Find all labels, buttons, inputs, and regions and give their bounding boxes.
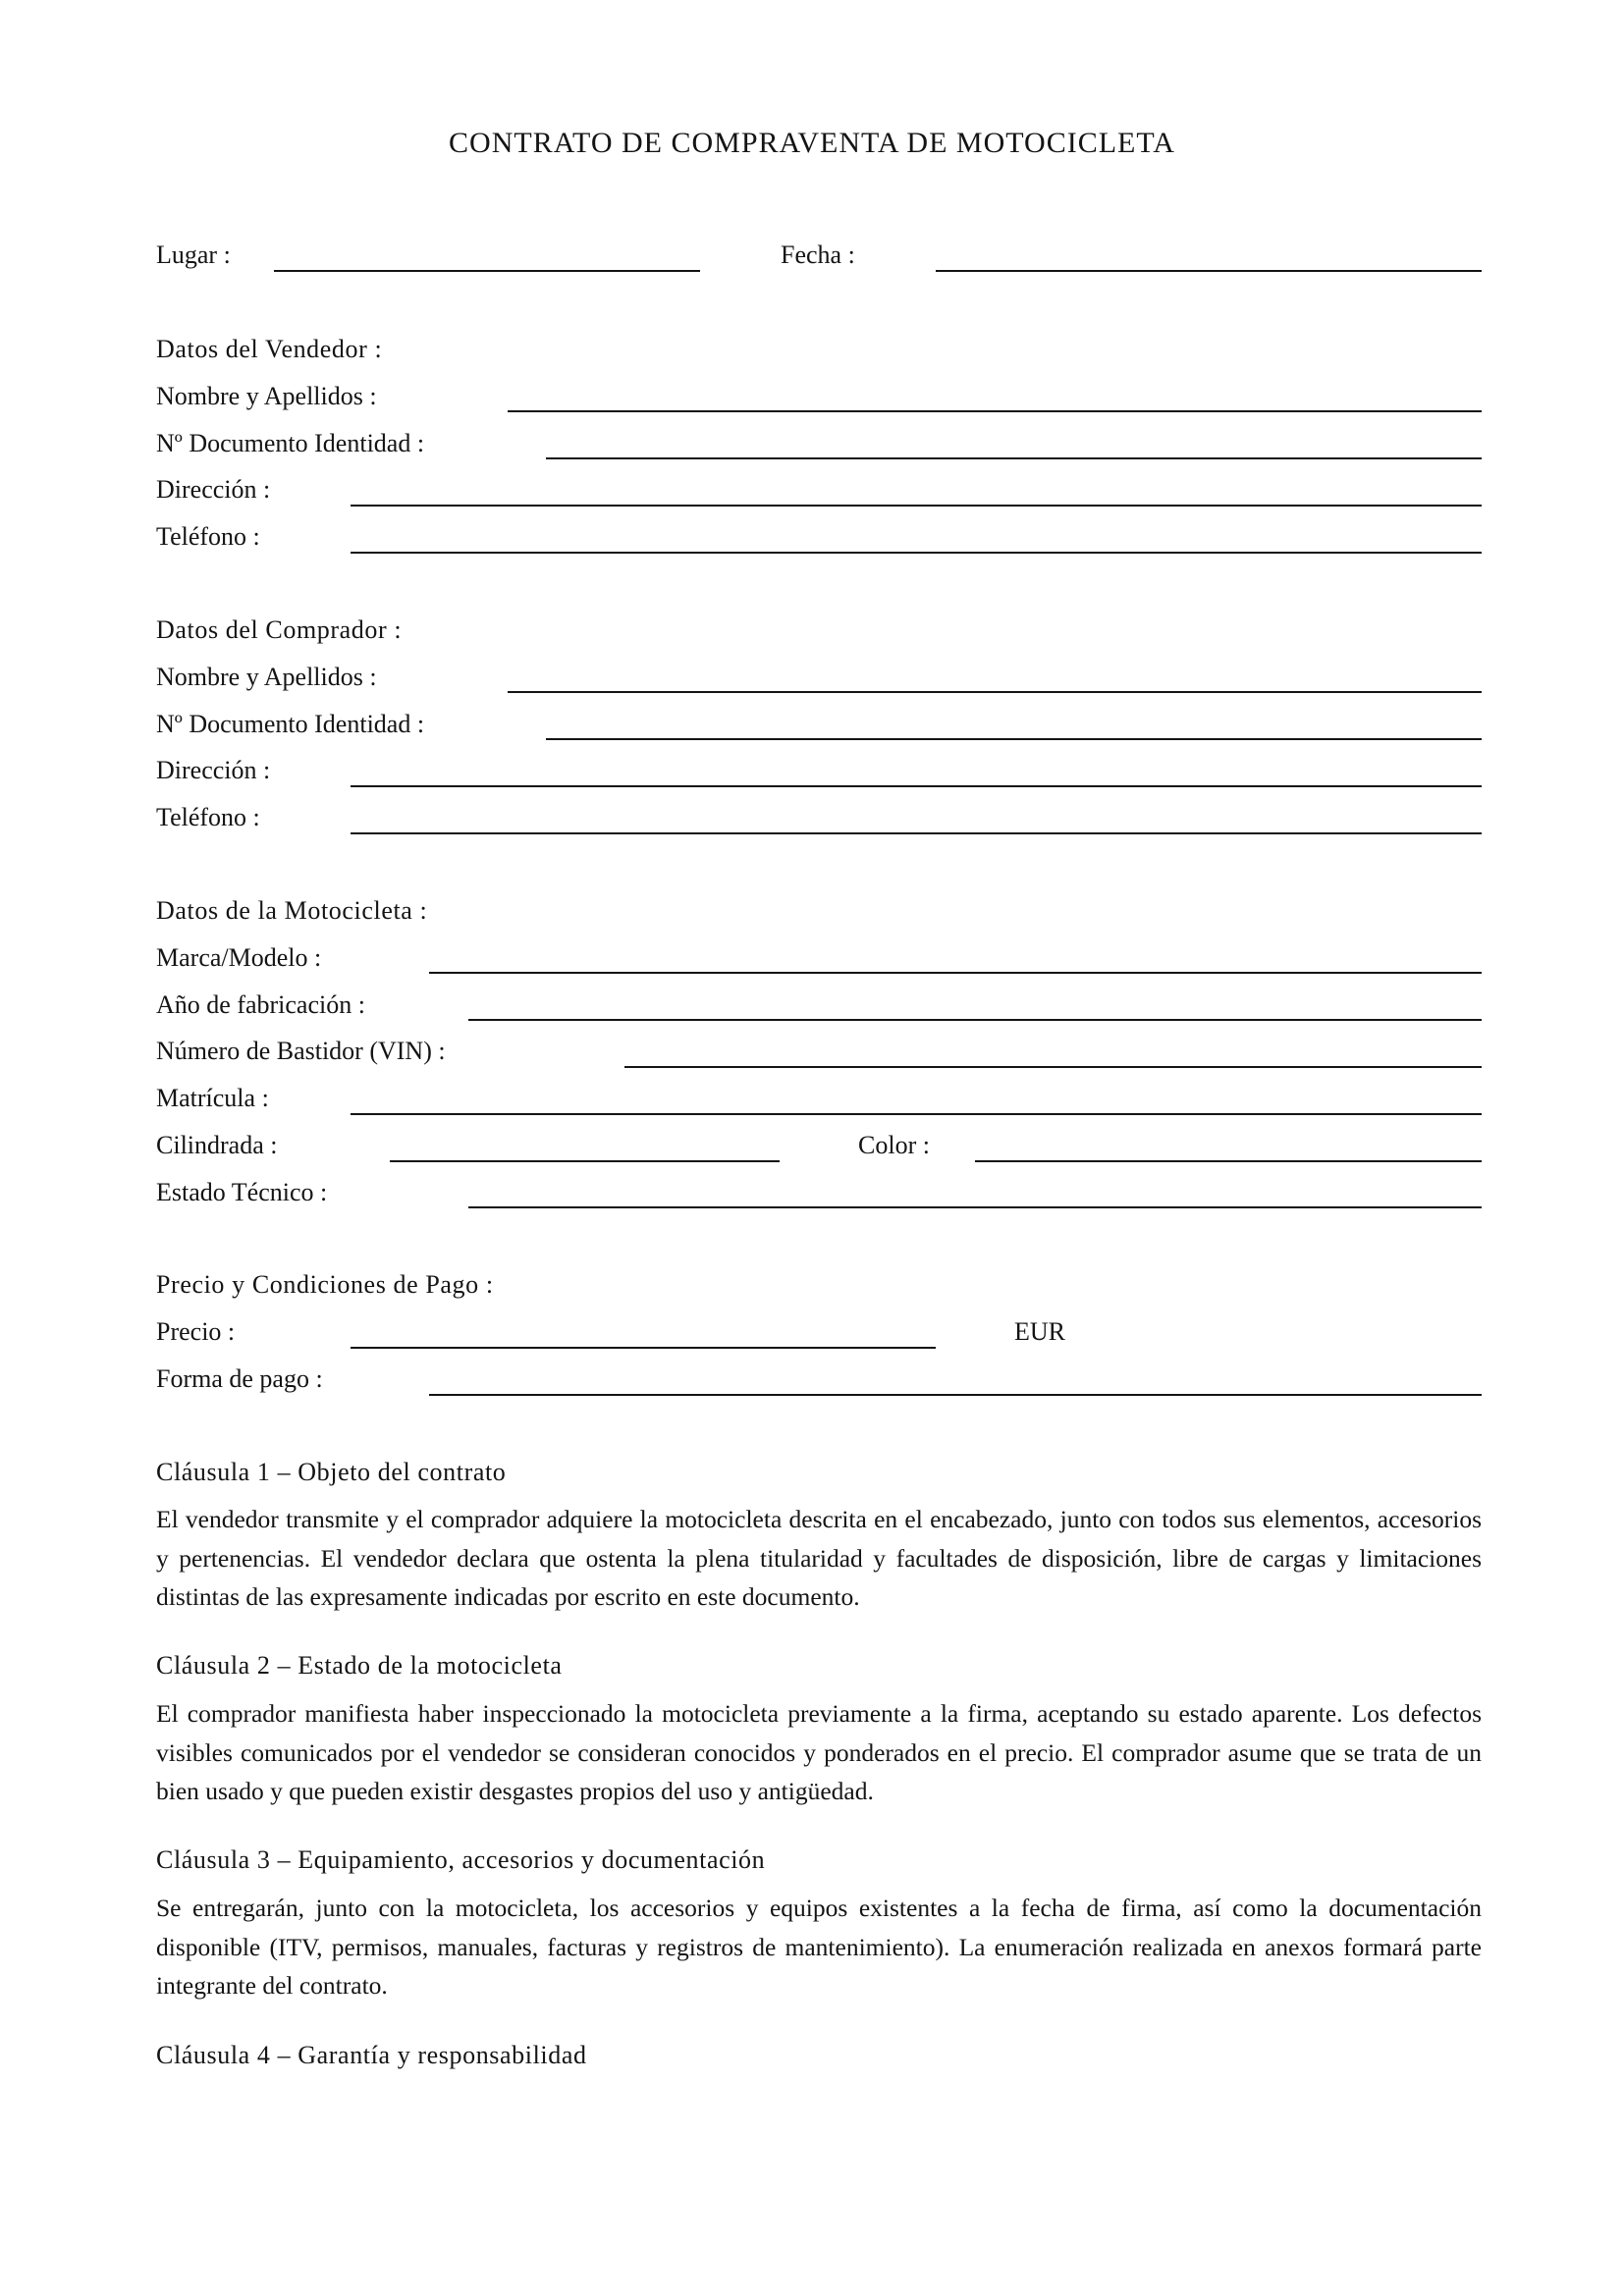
matricula-label: Matrícula : <box>156 1084 269 1112</box>
fecha-field-line[interactable] <box>936 270 1482 272</box>
clause-2-text: El comprador manifiesta haber inspeccionado la motocicleta previamente a la firma, aceptando su estado aparente. Los defectos visibles comunicados por el vendedor se consideran conocidos y ponderados en el precio. El comprador asume que se trata de un bien usado y que pueden existir desgastes propios del uso y antigüedad. <box>156 1699 1482 1805</box>
clause-1-heading: Cláusula 1 – Objeto del contrato <box>156 1458 507 1486</box>
color-label: Color : <box>858 1131 930 1159</box>
numero-bastidor-field-line[interactable] <box>624 1066 1482 1068</box>
numero-bastidor-label: Número de Bastidor (VIN) : <box>156 1037 446 1065</box>
fecha-label: Fecha : <box>781 240 855 269</box>
comprador-nombre-field-line[interactable] <box>508 691 1482 693</box>
forma-pago-field-line[interactable] <box>429 1394 1482 1396</box>
currency-label: EUR <box>1014 1317 1065 1346</box>
anio-fabricacion-label: Año de fabricación : <box>156 990 365 1019</box>
matricula-field-line[interactable] <box>351 1113 1482 1115</box>
precio-label: Precio : <box>156 1317 236 1346</box>
vendedor-documento-field-line[interactable] <box>546 457 1482 459</box>
comprador-telefono-field-line[interactable] <box>351 832 1482 834</box>
cilindrada-label: Cilindrada : <box>156 1131 278 1159</box>
marca-modelo-field-line[interactable] <box>429 972 1482 974</box>
comprador-heading: Datos del Comprador : <box>156 615 403 644</box>
comprador-nombre-label: Nombre y Apellidos : <box>156 663 377 691</box>
comprador-documento-field-line[interactable] <box>546 738 1482 740</box>
color-field-line[interactable] <box>975 1160 1482 1162</box>
comprador-documento-label: Nº Documento Identidad : <box>156 710 425 738</box>
vendedor-heading: Datos del Vendedor : <box>156 335 383 363</box>
clause-3-heading: Cláusula 3 – Equipamiento, accesorios y documentación <box>156 1845 766 1874</box>
comprador-direccion-field-line[interactable] <box>351 785 1482 787</box>
clause-2-heading: Cláusula 2 – Estado de la motocicleta <box>156 1651 563 1680</box>
anio-fabricacion-field-line[interactable] <box>468 1019 1482 1021</box>
clause-3-text: Se entregarán, junto con la motocicleta, los accesorios y equipos existentes a la fecha de firma, así como la documentación disponible (ITV, permisos, manuales, facturas y registros de mantenimiento). La enumeración realizada en anexos formará parte integrante del contrato. <box>156 1894 1482 2000</box>
vendedor-nombre-field-line[interactable] <box>508 410 1482 412</box>
precio-heading: Precio y Condiciones de Pago : <box>156 1270 494 1299</box>
marca-modelo-label: Marca/Modelo : <box>156 943 322 972</box>
precio-field-line[interactable] <box>351 1347 936 1349</box>
estado-tecnico-field-line[interactable] <box>468 1206 1482 1208</box>
lugar-field-line[interactable] <box>274 270 700 272</box>
clause-4-heading: Cláusula 4 – Garantía y responsabilidad <box>156 2041 587 2069</box>
clause-1-text: El vendedor transmite y el comprador adquiere la motocicleta descrita en el encabezado, junto con todos sus elementos, accesorios y pertenencias. El vendedor declara que ostenta la plena titularidad y facultades de disposición, libre de cargas y limitaciones distintas de las expresamente indicadas por escrito en este documento. <box>156 1505 1482 1611</box>
vendedor-direccion-label: Dirección : <box>156 475 271 504</box>
vendedor-nombre-label: Nombre y Apellidos : <box>156 382 377 410</box>
vendedor-telefono-field-line[interactable] <box>351 552 1482 554</box>
estado-tecnico-label: Estado Técnico : <box>156 1178 328 1206</box>
vendedor-telefono-label: Teléfono : <box>156 522 260 551</box>
vendedor-documento-label: Nº Documento Identidad : <box>156 429 425 457</box>
forma-pago-label: Forma de pago : <box>156 1364 323 1393</box>
comprador-direccion-label: Dirección : <box>156 756 271 784</box>
motocicleta-heading: Datos de la Motocicleta : <box>156 896 428 925</box>
document-title: CONTRATO DE COMPRAVENTA DE MOTOCICLETA <box>449 127 1175 159</box>
comprador-telefono-label: Teléfono : <box>156 803 260 831</box>
cilindrada-field-line[interactable] <box>390 1160 780 1162</box>
lugar-label: Lugar : <box>156 240 231 269</box>
vendedor-direccion-field-line[interactable] <box>351 505 1482 507</box>
